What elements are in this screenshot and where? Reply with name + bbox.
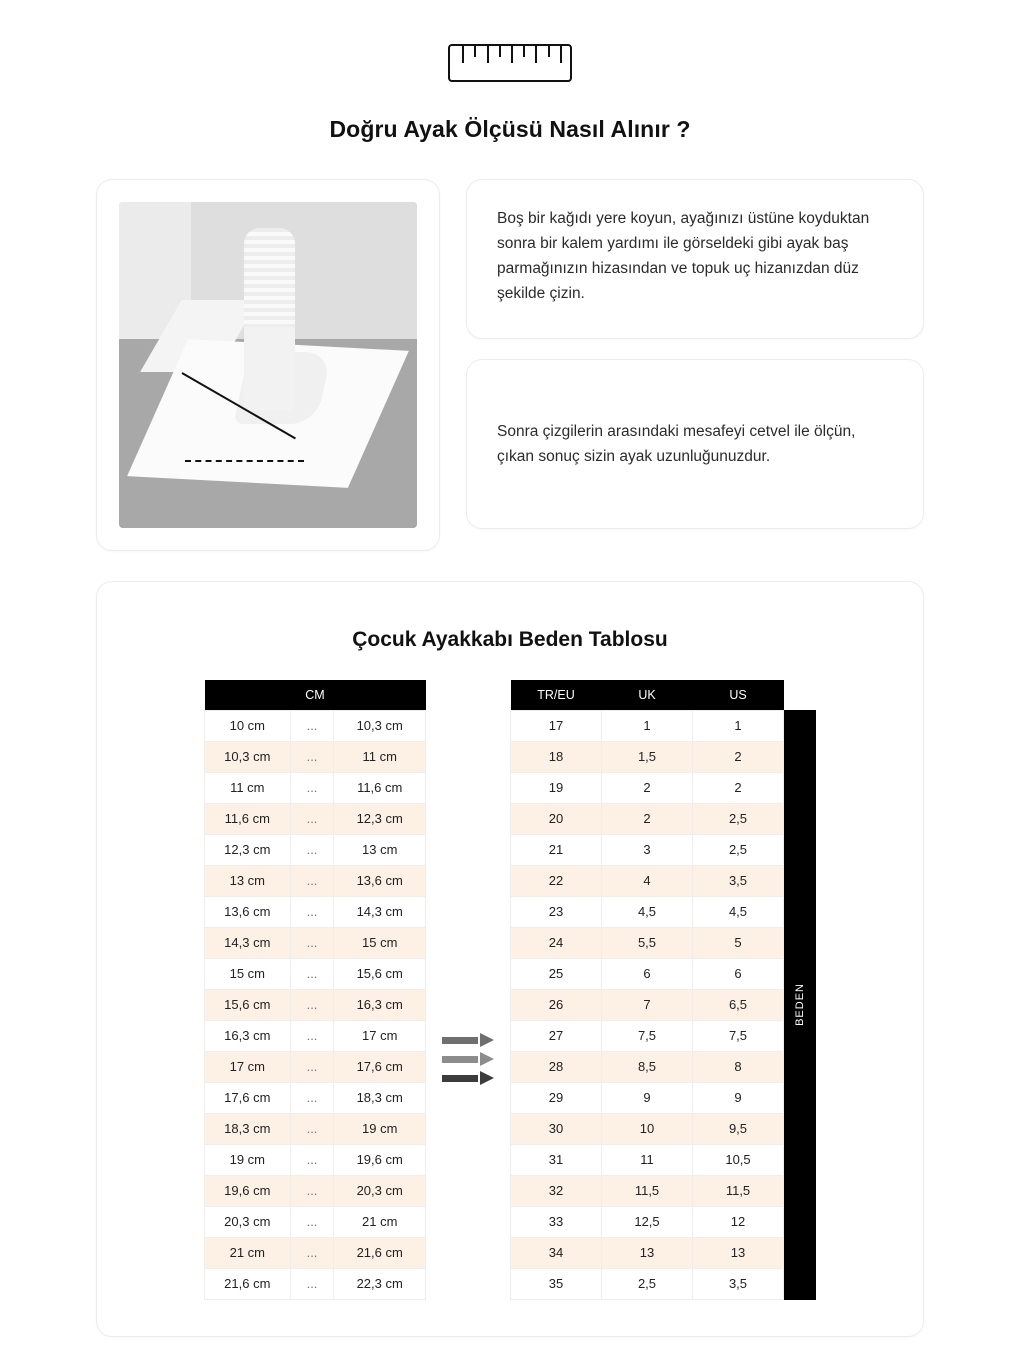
foot-measurement-photo	[119, 202, 417, 528]
cm-min-cell: 21,6 cm	[205, 1268, 291, 1299]
size-cell: 34	[511, 1237, 602, 1268]
cm-max-cell: 17,6 cm	[334, 1051, 426, 1082]
size-cell: 29	[511, 1082, 602, 1113]
cm-separator-cell: ...	[290, 989, 334, 1020]
size-cell: 3,5	[693, 1268, 784, 1299]
size-cell: 13	[693, 1237, 784, 1268]
cm-separator-cell: ...	[290, 1020, 334, 1051]
size-cell: 3,5	[693, 865, 784, 896]
cm-separator-cell: ...	[290, 1175, 334, 1206]
table-row	[205, 989, 426, 1020]
size-cell: 7,5	[602, 1020, 693, 1051]
size-table-column-header: TR/EU	[511, 680, 602, 710]
cm-table-header-row	[205, 680, 426, 710]
ruler-tick	[499, 46, 501, 57]
size-table-column-header: UK	[602, 680, 693, 710]
ruler-tick	[474, 46, 476, 57]
cm-max-cell: 16,3 cm	[334, 989, 426, 1020]
size-cell: 11,5	[693, 1175, 784, 1206]
table-row	[205, 865, 426, 896]
size-cell: 35	[511, 1268, 602, 1299]
ruler-tick	[511, 46, 513, 63]
table-row	[511, 1144, 784, 1175]
cm-separator-cell: ...	[290, 834, 334, 865]
table-row	[511, 1082, 784, 1113]
size-table-header-row	[511, 680, 784, 710]
size-cell: 9	[602, 1082, 693, 1113]
table-row	[205, 958, 426, 989]
cm-max-cell: 21,6 cm	[334, 1237, 426, 1268]
cm-separator-cell: ...	[290, 1144, 334, 1175]
table-row	[511, 741, 784, 772]
cm-max-cell: 21 cm	[334, 1206, 426, 1237]
cm-separator-cell: ...	[290, 927, 334, 958]
size-table-body	[511, 710, 784, 1299]
size-cell: 7,5	[693, 1020, 784, 1051]
table-row	[511, 1268, 784, 1299]
arrow-right-icon	[442, 1036, 494, 1045]
table-row	[205, 1237, 426, 1268]
size-cell: 11	[602, 1144, 693, 1175]
instruction-step-2-text: Sonra çizgilerin arasındaki mesafeyi cetvel ile ölçün, çıkan sonuç sizin ayak uzunluğunuzdur.	[497, 422, 856, 465]
size-table-title: Çocuk Ayakkabı Beden Tablosu	[352, 628, 668, 651]
table-row	[511, 1113, 784, 1144]
table-row	[511, 865, 784, 896]
cm-max-cell: 11 cm	[334, 741, 426, 772]
table-row	[205, 1144, 426, 1175]
table-row	[205, 1051, 426, 1082]
cm-min-cell: 13,6 cm	[205, 896, 291, 927]
size-cell: 2	[602, 803, 693, 834]
cm-min-cell: 15,6 cm	[205, 989, 291, 1020]
cm-separator-cell: ...	[290, 1237, 334, 1268]
cm-max-cell: 19 cm	[334, 1113, 426, 1144]
cm-max-cell: 10,3 cm	[334, 710, 426, 741]
size-cell: 24	[511, 927, 602, 958]
cm-separator-cell: ...	[290, 958, 334, 989]
table-row	[511, 834, 784, 865]
cm-min-cell: 15 cm	[205, 958, 291, 989]
instruction-step-1-text: Boş bir kağıdı yere koyun, ayağınızı üstüne koyduktan sonra bir kalem yardımı ile görseldeki gibi ayak baş parmağınızın hizasından ve topuk uç hizanızdan düz şekilde çizin.	[497, 210, 870, 303]
size-cell: 4	[602, 865, 693, 896]
size-cell: 26	[511, 989, 602, 1020]
size-cell: 10,5	[693, 1144, 784, 1175]
table-row	[205, 772, 426, 803]
instruction-text-column	[466, 179, 924, 529]
cm-max-cell: 18,3 cm	[334, 1082, 426, 1113]
size-cell: 17	[511, 710, 602, 741]
ruler-tick	[560, 46, 562, 63]
table-row	[205, 1082, 426, 1113]
size-cell: 2	[693, 741, 784, 772]
page-title: Doğru Ayak Ölçüsü Nasıl Alınır ?	[329, 116, 691, 142]
size-cell: 1,5	[602, 741, 693, 772]
beden-label-text: BEDEN	[794, 983, 806, 1027]
table-row	[511, 1051, 784, 1082]
size-table-column-header: US	[693, 680, 784, 710]
cm-min-cell: 20,3 cm	[205, 1206, 291, 1237]
cm-max-cell: 14,3 cm	[334, 896, 426, 927]
cm-max-cell: 12,3 cm	[334, 803, 426, 834]
ruler-tick	[487, 46, 489, 63]
table-row	[511, 1237, 784, 1268]
size-table-section	[96, 581, 924, 1337]
cm-min-cell: 11 cm	[205, 772, 291, 803]
table-row	[205, 1020, 426, 1051]
cm-max-cell: 15 cm	[334, 927, 426, 958]
instructions-section	[0, 179, 1020, 551]
conversion-arrows	[426, 896, 510, 1083]
cm-separator-cell: ...	[290, 772, 334, 803]
size-table-stack	[510, 680, 816, 1300]
cm-min-cell: 17 cm	[205, 1051, 291, 1082]
size-cell: 12	[693, 1206, 784, 1237]
size-cell: 1	[602, 710, 693, 741]
cm-max-cell: 17 cm	[334, 1020, 426, 1051]
table-row	[511, 1020, 784, 1051]
cm-separator-cell: ...	[290, 1082, 334, 1113]
cm-max-cell: 13,6 cm	[334, 865, 426, 896]
instruction-step-1-card	[466, 179, 924, 339]
size-cell: 8,5	[602, 1051, 693, 1082]
size-cell: 19	[511, 772, 602, 803]
cm-min-cell: 17,6 cm	[205, 1082, 291, 1113]
size-table	[510, 680, 784, 1300]
cm-min-cell: 13 cm	[205, 865, 291, 896]
beden-vertical-label	[784, 710, 816, 1300]
size-cell: 22	[511, 865, 602, 896]
size-cell: 4,5	[693, 896, 784, 927]
table-row	[205, 1268, 426, 1299]
size-cell: 6	[602, 958, 693, 989]
size-cell: 18	[511, 741, 602, 772]
table-row	[511, 927, 784, 958]
table-row	[205, 927, 426, 958]
table-row	[511, 1175, 784, 1206]
ruler-tick	[523, 46, 525, 57]
size-cell: 32	[511, 1175, 602, 1206]
cm-table-header: CM	[205, 680, 426, 710]
cm-max-cell: 11,6 cm	[334, 772, 426, 803]
table-row	[511, 958, 784, 989]
cm-separator-cell: ...	[290, 803, 334, 834]
size-cell: 8	[693, 1051, 784, 1082]
size-cell: 30	[511, 1113, 602, 1144]
size-cell: 9	[693, 1082, 784, 1113]
table-row	[205, 834, 426, 865]
size-cell: 23	[511, 896, 602, 927]
size-cell: 6,5	[693, 989, 784, 1020]
cm-separator-cell: ...	[290, 710, 334, 741]
size-cell: 12,5	[602, 1206, 693, 1237]
cm-min-cell: 18,3 cm	[205, 1113, 291, 1144]
photo-sock-ribbing	[244, 228, 295, 327]
cm-min-cell: 12,3 cm	[205, 834, 291, 865]
cm-min-cell: 11,6 cm	[205, 803, 291, 834]
table-row	[511, 710, 784, 741]
cm-max-cell: 22,3 cm	[334, 1268, 426, 1299]
table-row	[205, 803, 426, 834]
size-cell: 21	[511, 834, 602, 865]
cm-separator-cell: ...	[290, 896, 334, 927]
size-cell: 9,5	[693, 1113, 784, 1144]
foot-measurement-photo-card	[96, 179, 440, 551]
size-cell: 5,5	[602, 927, 693, 958]
cm-min-cell: 10,3 cm	[205, 741, 291, 772]
table-row	[511, 803, 784, 834]
cm-min-cell: 21 cm	[205, 1237, 291, 1268]
size-cell: 2	[693, 772, 784, 803]
size-cell: 27	[511, 1020, 602, 1051]
size-cell: 25	[511, 958, 602, 989]
size-cell: 2,5	[693, 834, 784, 865]
cm-separator-cell: ...	[290, 741, 334, 772]
cm-max-cell: 15,6 cm	[334, 958, 426, 989]
size-cell: 28	[511, 1051, 602, 1082]
table-row	[205, 896, 426, 927]
size-cell: 11,5	[602, 1175, 693, 1206]
size-cell: 20	[511, 803, 602, 834]
table-row	[205, 741, 426, 772]
size-cell: 33	[511, 1206, 602, 1237]
size-cell: 10	[602, 1113, 693, 1144]
ruler-tick	[535, 46, 537, 63]
arrow-right-icon	[442, 1055, 494, 1064]
cm-max-cell: 20,3 cm	[334, 1175, 426, 1206]
cm-min-cell: 16,3 cm	[205, 1020, 291, 1051]
size-cell: 2,5	[602, 1268, 693, 1299]
table-row	[205, 1175, 426, 1206]
size-cell: 4,5	[602, 896, 693, 927]
cm-separator-cell: ...	[290, 1051, 334, 1082]
cm-table	[204, 680, 426, 1300]
size-cell: 7	[602, 989, 693, 1020]
table-row	[511, 1206, 784, 1237]
cm-max-cell: 19,6 cm	[334, 1144, 426, 1175]
size-cell: 5	[693, 927, 784, 958]
table-row	[511, 772, 784, 803]
ruler-tick	[462, 46, 464, 63]
cm-separator-cell: ...	[290, 865, 334, 896]
photo-dashed-line	[185, 460, 304, 462]
cm-separator-cell: ...	[290, 1206, 334, 1237]
table-row	[205, 1206, 426, 1237]
cm-separator-cell: ...	[290, 1268, 334, 1299]
size-cell: 31	[511, 1144, 602, 1175]
size-cell: 6	[693, 958, 784, 989]
size-cell: 2	[602, 772, 693, 803]
cm-min-cell: 10 cm	[205, 710, 291, 741]
cm-separator-cell: ...	[290, 1113, 334, 1144]
arrow-right-icon	[442, 1074, 494, 1083]
cm-min-cell: 14,3 cm	[205, 927, 291, 958]
photo-measure-arrow	[182, 372, 313, 374]
cm-table-body	[205, 710, 426, 1299]
size-cell: 3	[602, 834, 693, 865]
cm-max-cell: 13 cm	[334, 834, 426, 865]
photo-sock	[244, 228, 295, 411]
cm-min-cell: 19,6 cm	[205, 1175, 291, 1206]
size-cell: 2,5	[693, 803, 784, 834]
size-tables-row	[97, 680, 923, 1300]
cm-min-cell: 19 cm	[205, 1144, 291, 1175]
size-cell: 13	[602, 1237, 693, 1268]
table-row	[511, 896, 784, 927]
ruler-icon	[448, 44, 572, 82]
ruler-icon-container	[0, 0, 1020, 82]
table-row	[511, 989, 784, 1020]
size-cell: 1	[693, 710, 784, 741]
instruction-step-2-card	[466, 359, 924, 529]
ruler-tick	[548, 46, 550, 57]
table-row	[205, 710, 426, 741]
table-row	[205, 1113, 426, 1144]
